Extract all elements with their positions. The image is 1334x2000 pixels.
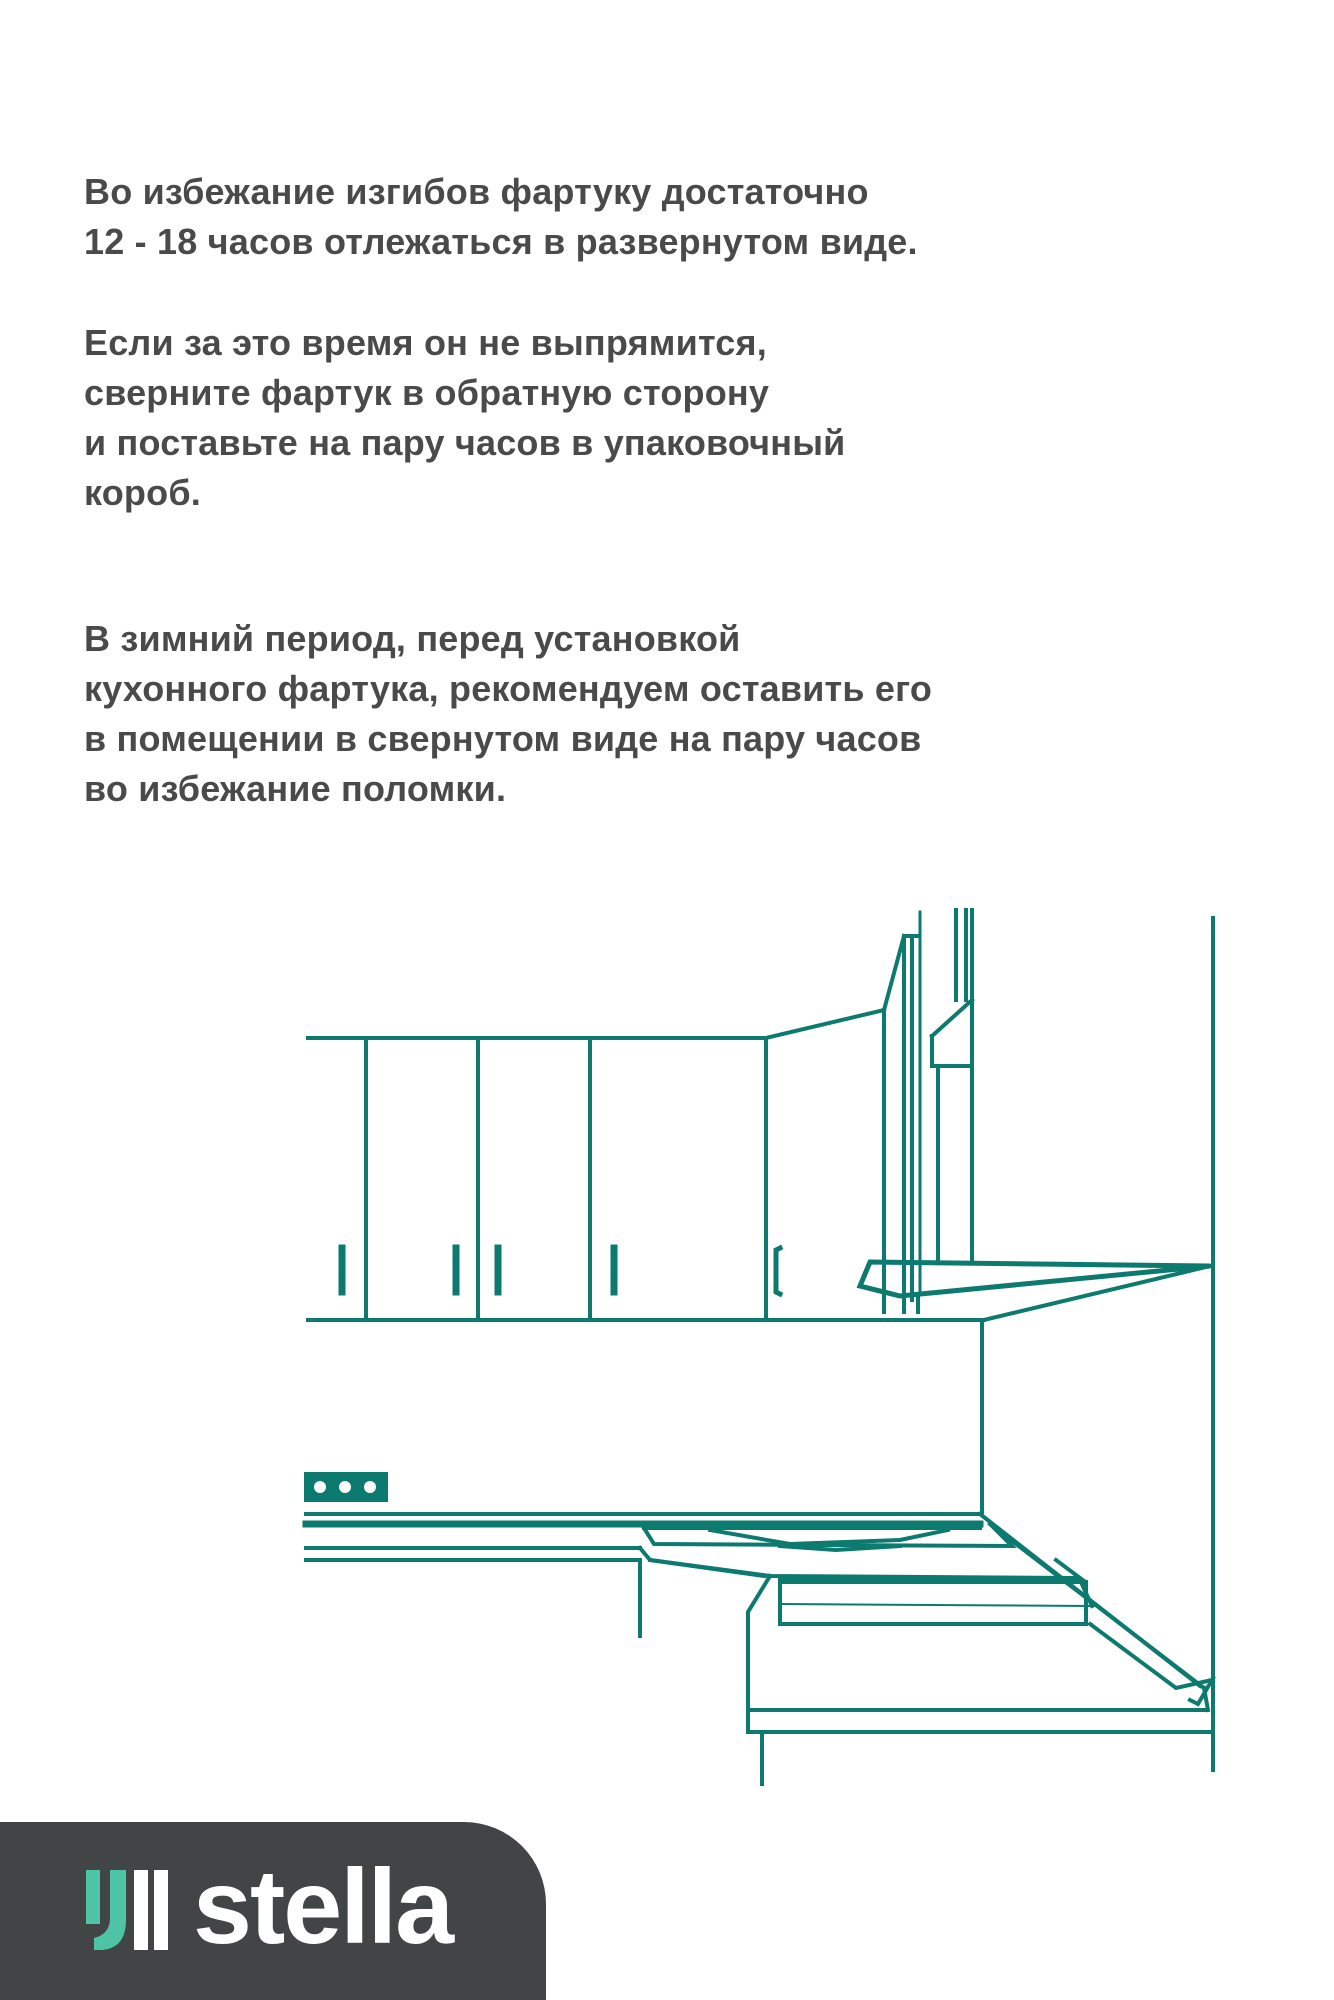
stella-logo-mark: [86, 1870, 172, 1952]
text-line: Во избежание изгибов фартуку достаточно: [84, 171, 869, 212]
kitchen-cabinets-illustration: [0, 880, 1334, 1800]
text-line: в помещении в свернутом виде на пару часов: [84, 718, 922, 759]
text-line: Если за это время он не выпрямится,: [84, 322, 767, 363]
text-line: кухонного фартука, рекомендуем оставить его: [84, 668, 933, 709]
text-line: короб.: [84, 472, 201, 513]
text-line: сверните фартук в обратную сторону: [84, 372, 770, 413]
instruction-paragraph-winter: [84, 614, 932, 814]
instruction-paragraph-unrolling: [84, 167, 918, 267]
text-line: В зимний период, перед установкой: [84, 618, 741, 659]
text-line: во избежание поломки.: [84, 768, 507, 809]
instruction-paragraph-reverse-roll: [84, 318, 845, 518]
text-line: 12 - 18 часов отлежаться в развернутом виде.: [84, 221, 918, 262]
brand-footer: [0, 1822, 546, 2000]
brand-name: stella: [193, 1848, 453, 1966]
text-line: и поставьте на пару часов в упаковочный: [84, 422, 846, 463]
